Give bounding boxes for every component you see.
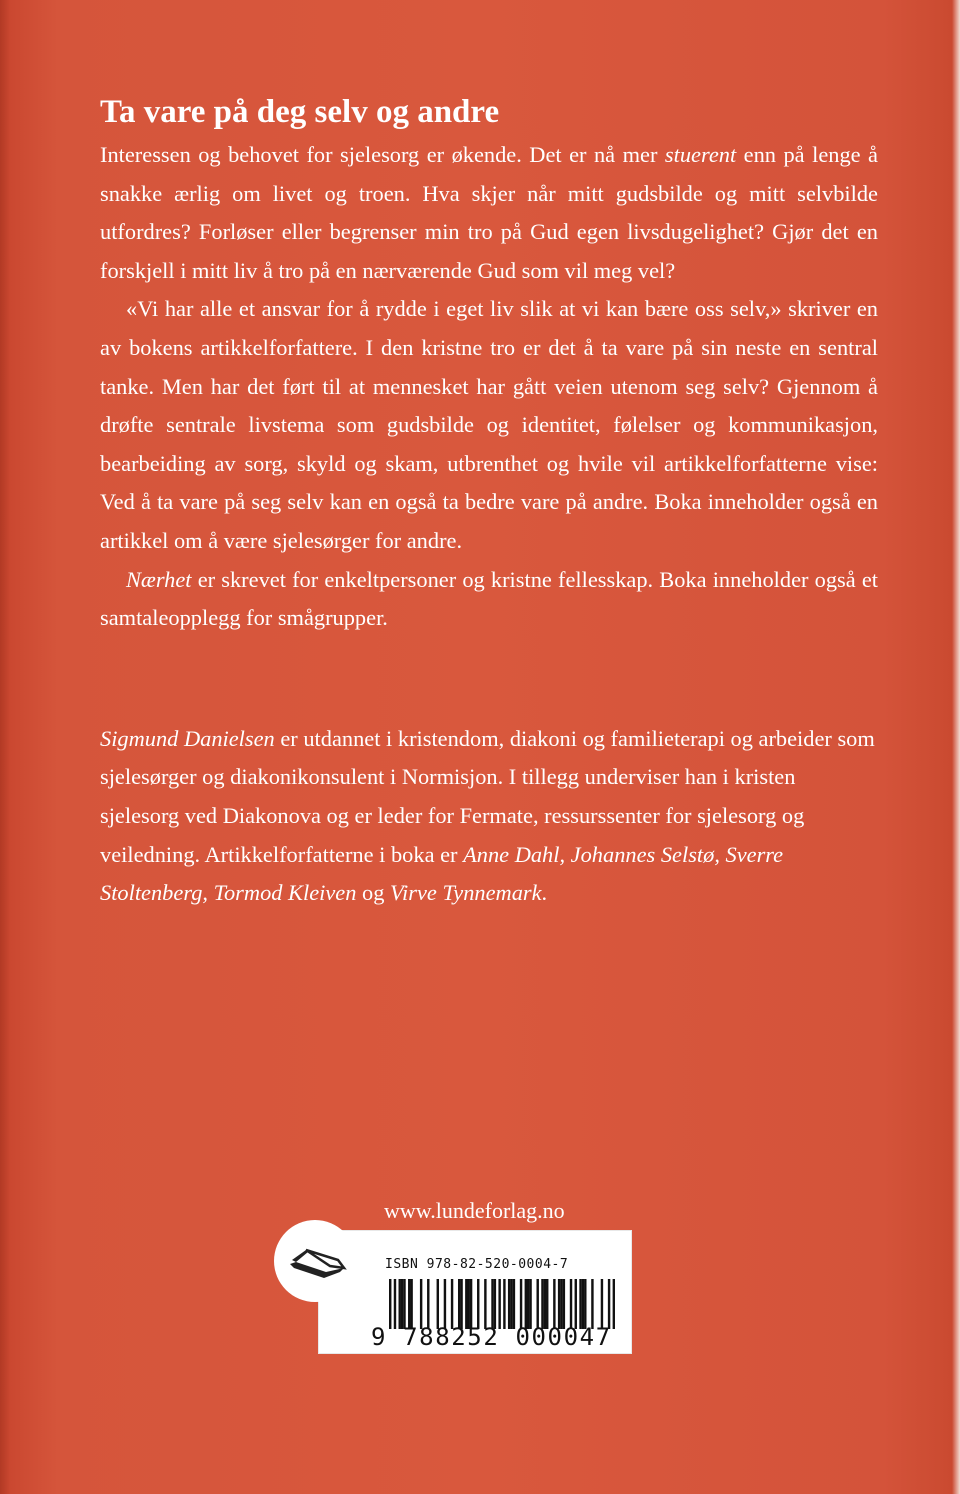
barcode-bar — [520, 1279, 522, 1329]
barcode-bar — [541, 1279, 543, 1329]
barcode-bar — [536, 1279, 538, 1329]
barcode-bar — [558, 1279, 560, 1329]
author-bio — [100, 720, 878, 913]
author-bio-end: . — [541, 880, 548, 906]
barcode-bar — [410, 1279, 412, 1329]
barcode-bar — [525, 1279, 527, 1329]
barcode-bar — [401, 1279, 403, 1329]
blurb-p1-start: Interessen og behovet for sjelesorg er økende. Det er nå mer — [100, 142, 665, 167]
blurb-p1-emphasis: stuerent — [664, 142, 737, 167]
barcode-bar — [460, 1279, 462, 1329]
author-bio-text: er utdannet i kristendom, diakoni og familieterapi og arbeider som sjelesørger og diakonikonsulent i Normisjon. I tillegg underviser han i kristen sjelesorg ved Diakonova og er leder for Fermate, ressurssenter for sjelesorg og veiledning. Artikkelforfatterne i boka er — [100, 725, 875, 867]
blurb-p1-end: enn på lenge å snakke ærlig om livet og troen. Hva skjer når mitt gudsbilde og mitt selvbilde utfordres? Forløser eller begrenser min tro på Gud egen livsdugelighet? Gjør det en forskjell i mitt liv å tro på en nærværende Gud som vil meg vel? — [100, 142, 878, 283]
barcode-bar — [570, 1279, 572, 1329]
barcode-bar — [608, 1279, 610, 1329]
barcode-bar — [527, 1279, 529, 1329]
barcode-bar — [403, 1279, 405, 1329]
publisher-logo-icon — [274, 1220, 356, 1302]
barcode-bars — [389, 1279, 615, 1329]
barcode-bar — [394, 1279, 396, 1329]
cover-right-edge — [952, 0, 960, 1494]
barcode-bar — [468, 1279, 470, 1329]
barcode-bar — [591, 1279, 593, 1329]
contributor-names: Anne Dahl, Johannes Selstø, Sverre Stoltenberg, Tormod Kleiven — [100, 841, 784, 906]
barcode-bar — [582, 1279, 584, 1329]
barcode-bar — [503, 1279, 505, 1329]
barcode-bar — [529, 1279, 531, 1329]
barcode-bar — [494, 1279, 496, 1329]
barcode-digits: 9 788252 000047 — [371, 1323, 612, 1351]
blurb-paragraph-2: «Vi har alle et ansvar for å rydde i eget liv slik at vi kan bære oss selv,» skriver en av bokens artikkelforfattere. I den kristne tro er det å ta vare på sin neste en sentral tanke. Men har det ført til at mennesket har gått veien utenom seg selv? Gjennom å drøfte sentrale livstema som gudsbilde og identitet, følelser og kommunikasjon, bearbeiding av sorg, skyld og skam, utbrenthet og hvile vil artikkelforfatterne vise: Ved å ta vare på seg selv kan en også ta bedre vare på andre. Boka inneholder også en artikkel om å være sjelesørger for andre. — [100, 296, 878, 553]
barcode-bar — [484, 1279, 486, 1329]
cover-title: Ta vare på deg selv og andre — [100, 94, 500, 130]
barcode-bar — [458, 1279, 460, 1329]
barcode-bar — [427, 1279, 429, 1329]
blurb-text — [100, 92, 878, 913]
barcode-bar — [389, 1279, 391, 1329]
barcode-bar — [465, 1279, 467, 1329]
barcode-bar — [408, 1279, 410, 1329]
barcode-bar — [491, 1279, 493, 1329]
barcode-bar — [477, 1279, 479, 1329]
barcode-bar — [420, 1279, 422, 1329]
barcode-bar — [513, 1279, 515, 1329]
publisher-url[interactable]: www.lundeforlag.no — [384, 1198, 565, 1223]
isbn-text: ISBN 978-82-520-0004-7 — [385, 1257, 569, 1272]
contributor-last-name: Virve Tynnemark — [390, 880, 542, 906]
barcode-bar — [444, 1279, 446, 1329]
barcode-bar — [470, 1279, 472, 1329]
barcode-bar — [584, 1279, 586, 1329]
book-title-emphasis: Nærhet — [126, 566, 192, 592]
barcode-bar — [579, 1279, 581, 1329]
barcode-bar — [399, 1279, 401, 1329]
barcode-bar — [544, 1279, 546, 1329]
blurb-paragraph-3 — [100, 561, 878, 638]
barcode-bar — [553, 1279, 555, 1329]
barcode-bar — [451, 1279, 453, 1329]
barcode-bar — [560, 1279, 562, 1329]
author-bio-and: og — [356, 880, 391, 906]
barcode-bar — [613, 1279, 615, 1329]
barcode-bar — [546, 1279, 548, 1329]
barcode-bar — [510, 1279, 512, 1329]
barcode-bar — [437, 1279, 439, 1329]
barcode-bar — [563, 1279, 565, 1329]
barcode-bar — [498, 1279, 500, 1329]
author-name: Sigmund Danielsen — [100, 725, 275, 751]
isbn-barcode-label — [318, 1230, 632, 1354]
blurb-p3-text: er skrevet for enkeltpersoner og kristne fellesskap. Boka inneholder også et samtaleopplegg for smågrupper. — [100, 566, 878, 631]
barcode-bar — [575, 1279, 577, 1329]
blurb-paragraph-1 — [100, 136, 878, 290]
cover-left-edge — [0, 0, 10, 1494]
barcode-bar — [508, 1279, 510, 1329]
barcode-bar — [601, 1279, 603, 1329]
